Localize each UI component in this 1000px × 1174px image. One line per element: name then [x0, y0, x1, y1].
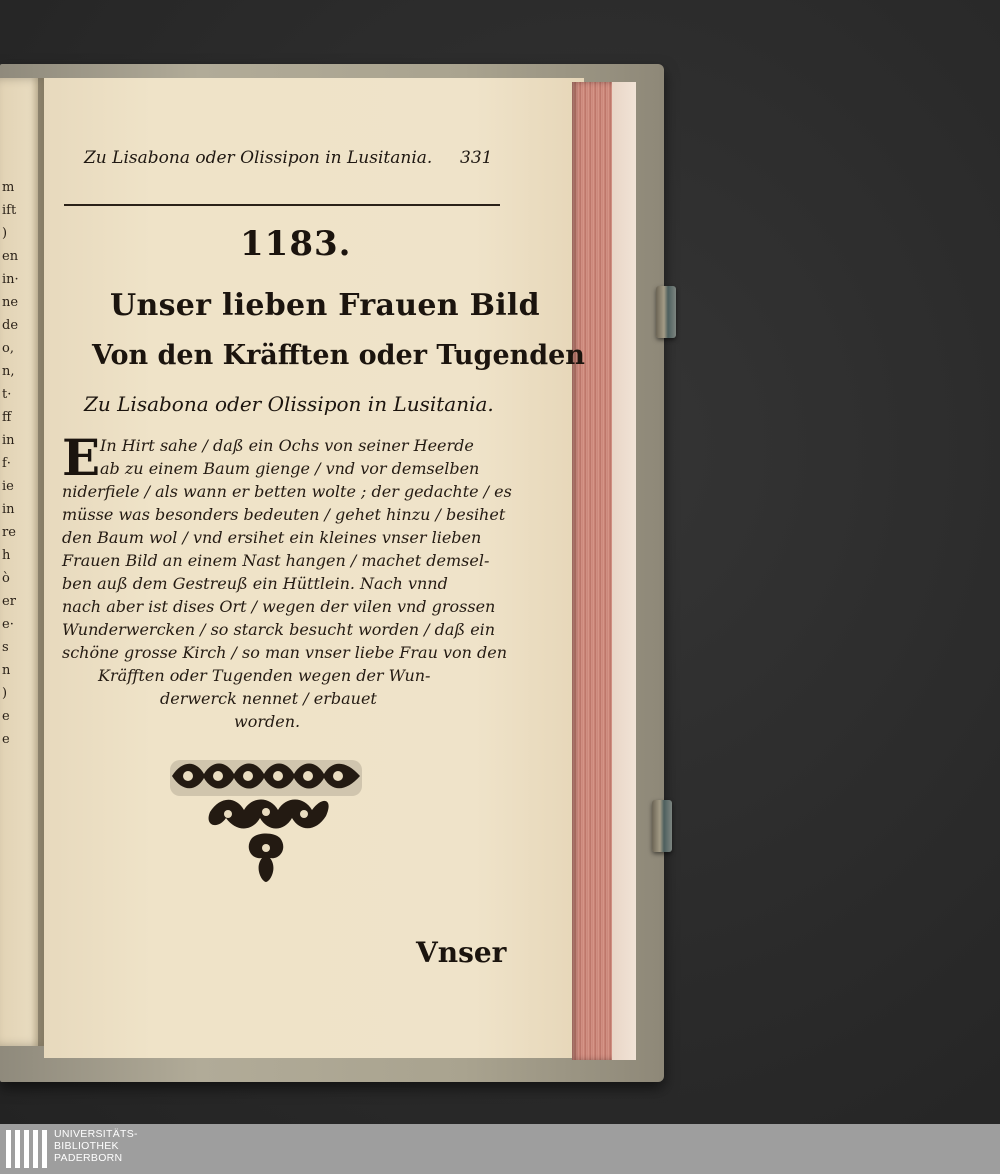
left-page-fragment: ift — [2, 203, 17, 218]
body-line: worden. — [234, 712, 301, 731]
left-page-fragment: s — [2, 640, 9, 655]
left-page-fragment: o, — [2, 341, 14, 356]
left-page-fragment: m — [2, 180, 15, 195]
left-page-fragment: en — [2, 249, 19, 264]
body-line: niderfiele / als wann er betten wolte ; der gedachte / es — [62, 482, 512, 501]
clasp-bottom — [652, 800, 672, 852]
body-line: Kräfften oder Tugenden wegen der Wun- — [98, 666, 431, 685]
left-page-fragment: in — [2, 502, 15, 517]
left-page-fragment: ò — [2, 571, 10, 586]
left-page-fragment: re — [2, 525, 16, 540]
body-line: In Hirt sahe / daß ein Ochs von seiner Heerde — [100, 436, 474, 455]
left-page-fragment: ) — [2, 226, 8, 241]
body-line: Wunderwercken / so starck besucht worden / daß ein — [62, 620, 496, 639]
left-page-fragment: ne — [2, 295, 19, 310]
drop-cap: E — [62, 428, 101, 487]
body-line: Frauen Bild an einem Nast hangen / machet demsel- — [62, 551, 490, 570]
left-page-fragment: n, — [2, 364, 15, 379]
title-line-1: Unser lieben Frauen Bild — [110, 288, 540, 323]
page-edge-inner — [612, 82, 636, 1060]
left-page-fragment: h — [2, 548, 11, 563]
body-line: nach aber ist dises Ort / wegen der vilen vnd grossen — [62, 597, 496, 616]
library-name — [54, 1128, 138, 1164]
running-head: Zu Lisabona oder Olissipon in Lusitania. — [84, 148, 433, 168]
left-page-fragment: e· — [2, 617, 14, 632]
left-page-fragment: e — [2, 709, 10, 724]
body-line: müsse was besonders bedeuten / gehet hinzu / besihet — [62, 505, 506, 524]
left-page-fragment: in — [2, 433, 15, 448]
header-rule — [64, 204, 500, 206]
body-line: ben auß dem Gestreuß ein Hüttlein. Nach vnnd — [62, 574, 448, 593]
left-page-fragment: f· — [2, 456, 11, 471]
library-logo-icon — [6, 1130, 48, 1168]
left-page-fragment: n — [2, 663, 11, 678]
left-page-fragment: e — [2, 732, 10, 747]
printer-ornament-icon — [166, 756, 366, 886]
left-page-fragment: ) — [2, 686, 8, 701]
left-page-fragment: ie — [2, 479, 14, 494]
left-page-fragment: er — [2, 594, 16, 609]
page-number: 331 — [460, 148, 493, 168]
body-line: den Baum wol / vnd ersihet ein kleines vnser lieben — [62, 528, 482, 547]
library-name-line: BIBLIOTHEK — [54, 1140, 119, 1152]
left-page-fragment: t· — [2, 387, 12, 402]
clasp-top — [656, 286, 676, 338]
body-line: schöne grosse Kirch / so man vnser liebe Frau von den — [62, 643, 508, 662]
body-line: derwerck nennet / erbauet — [160, 689, 377, 708]
body-text — [62, 428, 512, 733]
body-line: ab zu einem Baum gienge / vnd vor demselben — [100, 459, 480, 478]
library-name-line: PADERBORN — [54, 1152, 123, 1164]
left-page-fragment: in· — [2, 272, 19, 287]
title-line-2: Von den Kräfften oder Tugenden — [92, 340, 585, 371]
catchword: Vnser — [416, 936, 507, 969]
left-page-fragment: de — [2, 318, 19, 333]
title-line-3: Zu Lisabona oder Olissipon in Lusitania. — [84, 392, 494, 416]
left-page-fragment: ff — [2, 410, 12, 425]
entry-number: 1183. — [240, 224, 352, 264]
library-name-line: UNIVERSITÄTS- — [54, 1128, 138, 1140]
footer-bar — [0, 1124, 1000, 1174]
